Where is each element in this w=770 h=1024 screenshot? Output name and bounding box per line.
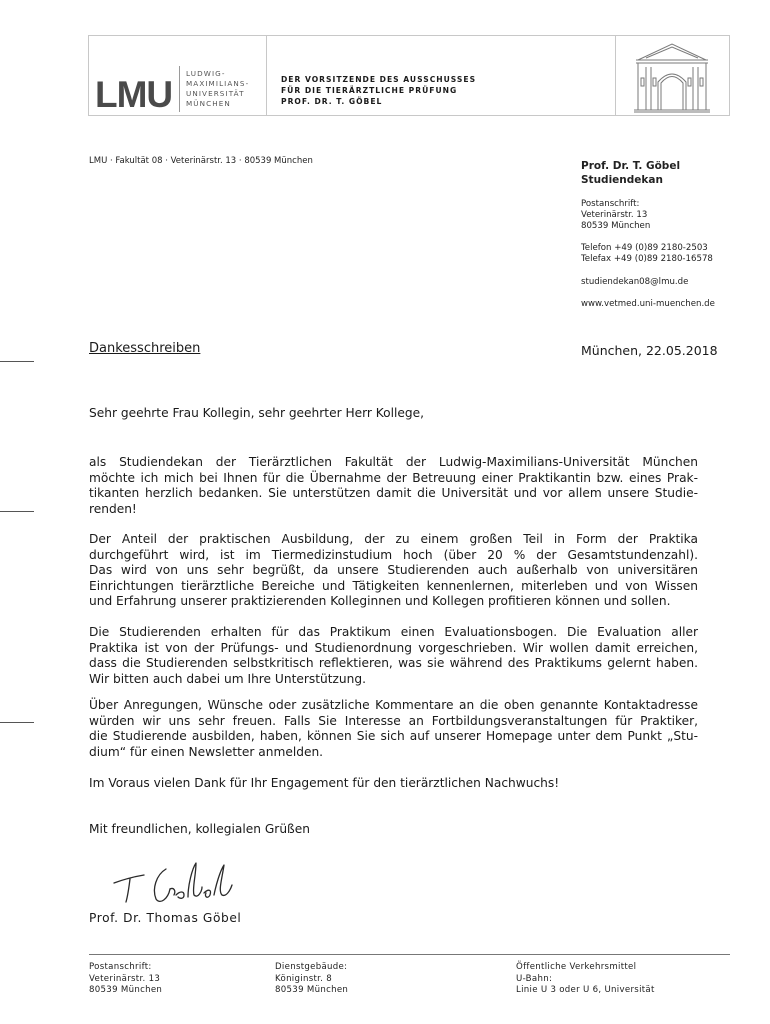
university-building-icon (616, 36, 729, 115)
text-line: als Studiendekan der Tierärztlichen Fakultät der Ludwig-Maximilians-Universität München (89, 455, 698, 469)
header-title-line: PROF. DR. T. GÖBEL (281, 97, 383, 106)
contact-website[interactable]: www.vetmed.uni-muenchen.de (581, 299, 715, 309)
lmu-logo (88, 35, 267, 116)
handwritten-signature (104, 855, 234, 907)
text-line: dass die Studierenden selbstkritisch reflektieren, was sie während des Praktikums gelernt haben. (89, 656, 698, 671)
footer-line: Postanschrift: (89, 962, 152, 972)
logo-divider (179, 66, 180, 112)
contact-city: 80539 München (581, 221, 651, 231)
contact-role: Studiendekan (581, 174, 663, 186)
sender-address-line: LMU · Fakultät 08 · Veterinärstr. 13 · 80539 München (89, 156, 313, 166)
contact-street: Veterinärstr. 13 (581, 210, 648, 220)
footer-public-transport (516, 962, 655, 997)
header-title-line: DER VORSITZENDE DES AUSSCHUSSES (281, 75, 477, 84)
logo-line: MAXIMILIANS- (186, 79, 250, 88)
letter-subject: Dankesschreiben (89, 341, 201, 356)
body-paragraph-4 (89, 698, 698, 760)
footer-divider (89, 954, 730, 955)
text-line: dium“ für einen Newsletter anmelden. (89, 744, 324, 759)
footer-line: 80539 München (89, 985, 163, 995)
contact-phone: Telefon +49 (0)89 2180-2503 (581, 243, 708, 253)
text-line: und Erfahrung unserer praktizierenden Kolleginnen und Kollegen profitieren können und sollen. (89, 594, 671, 609)
body-paragraph-5 (89, 776, 698, 792)
header-title-line: FÜR DIE TIERÄRZTLICHE PRÜFUNG (281, 86, 458, 95)
footer-line: Linie U 3 oder U 6, Universität (516, 985, 655, 995)
fold-mark (0, 722, 34, 723)
footer-line: Königinstr. 8 (275, 973, 333, 984)
footer-line: Dienstgebäude: (275, 962, 348, 972)
salutation (89, 406, 698, 422)
text-line: Der Anteil der praktischen Ausbildung, der zu einem großen Teil in Form der Praktika (89, 532, 698, 546)
text-line: möchte ich mich bei Ihnen für die Übernahme der Betreuung einer Praktikantin bzw. eines Prak- (89, 470, 698, 485)
fold-mark (0, 361, 34, 362)
footer-line: Öffentliche Verkehrsmittel (516, 962, 637, 972)
body-paragraph-2 (89, 532, 698, 610)
body-paragraph-1 (89, 455, 698, 517)
text-line: die Studierende ausbilden, haben, können Sie sich auf unserer Homepage unter dem Punkt „Stu- (89, 729, 698, 744)
footer-line: U-Bahn: (516, 973, 553, 984)
signer-name: Prof. Dr. Thomas Göbel (89, 911, 242, 925)
logo-line: MÜNCHEN (186, 99, 231, 108)
text-line: tikanten herzlich bedanken. Sie unterstützen damit die Universität und vor allem unsere Studie- (89, 486, 698, 501)
text-line: Über Anregungen, Wünsche oder zusätzliche Kommentare an die oben genannte Kontaktadresse (89, 698, 698, 712)
contact-postal-label: Postanschrift: (581, 199, 640, 209)
contact-fax: Telefax +49 (0)89 2180-16578 (581, 254, 713, 264)
punch-mark (0, 511, 34, 512)
lmu-logo-fullname (186, 69, 249, 109)
text-line: Die Studierenden erhalten für das Praktikum einen Evaluationsbogen. Die Evaluation aller (89, 625, 698, 639)
letter-date: München, 22.05.2018 (581, 343, 718, 358)
lmu-logo-wordmark: LMU (95, 74, 173, 115)
text-line: Praktika ist von der Prüfungs- und Studienordnung vorgeschrieben. Wir wollen damit erreichen, (89, 640, 698, 655)
contact-email[interactable]: studiendekan08@lmu.de (581, 277, 689, 287)
building-box (615, 35, 730, 116)
text-line: Einrichtungen tierärztliche Bereiche und Tätigkeiten kennenlernen, miterleben und von Wissen (89, 578, 698, 593)
footer-line: 80539 München (275, 985, 349, 995)
logo-line: UNIVERSITÄT (186, 89, 245, 98)
text-line: durchgeführt wird, ist im Tiermedizinstudium hoch (über 20 % der Gesamtstundenzahl). (89, 547, 698, 562)
body-paragraph-3 (89, 625, 698, 687)
closing-phrase: Mit freundlichen, kollegialen Grüßen (89, 822, 310, 836)
logo-line: LUDWIG- (186, 69, 226, 78)
text-line: Im Voraus vielen Dank für Ihr Engagement für den tierärztlichen Nachwuchs! (89, 776, 560, 790)
footer-office-address (275, 962, 348, 997)
footer-line: Veterinärstr. 13 (89, 973, 161, 984)
header-title-box (266, 35, 616, 116)
text-line: renden! (89, 501, 137, 516)
text-line: würden wir uns sehr freuen. Falls Sie Interesse an Fortbildungsveranstaltungen für Praktiker, (89, 713, 698, 728)
contact-name: Prof. Dr. T. Göbel (581, 160, 681, 172)
footer-postal-address (89, 962, 162, 997)
text-line: Das wird von uns sehr begrüßt, da unsere Studierenden auch außerhalb von universitären (89, 563, 698, 578)
salutation-text: Sehr geehrte Frau Kollegin, sehr geehrter Herr Kollege, (89, 406, 425, 420)
text-line: Wir bitten auch dabei um Ihre Unterstützung. (89, 671, 366, 686)
